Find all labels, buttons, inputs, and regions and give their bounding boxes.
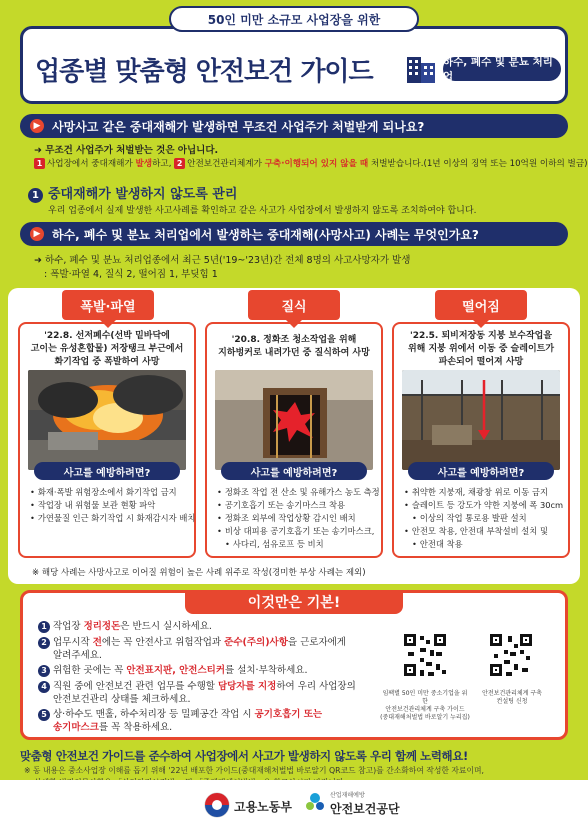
answer-conditions: 1 사업장에서 중대재해가 발생하고, 2 안전보건관리체계가 구축·이행되어 있지 않을 때 처벌받습니다.(1년 이상의 징역 또는 10억원 이하의 벌금): [34, 157, 587, 169]
title-box: [20, 26, 568, 104]
footer: [0, 780, 588, 833]
prevent-title: 사고를 예방하려면?: [408, 462, 554, 480]
arrow-icon: ➜: [34, 255, 45, 266]
question-2-text: 하수, 폐수 및 분뇨 처리업에서 발생하는 중대재해(사망사고) 사례는 무엇인가요?: [52, 227, 479, 242]
list-item: • 취약한 지붕재, 채광창 위로 이동 금지: [404, 486, 562, 499]
case-card-explosion: [18, 322, 196, 558]
prevention-list: [30, 486, 196, 525]
list-item: • 공기호흡기 또는 송기마스크 착용: [217, 499, 375, 512]
list-item: • 정화조 작업 전 산소 및 유해가스 농도 측정: [217, 486, 375, 499]
roof-photo: [402, 370, 560, 470]
case-tab-explosion: 폭발·파열: [62, 290, 154, 320]
qr-code-guide[interactable]: [402, 632, 448, 678]
list-item: • 안전대 착용: [404, 538, 562, 551]
manhole-photo: [215, 370, 373, 470]
case-tab-suffocation: 질식: [248, 290, 340, 320]
qr-code-consulting[interactable]: [488, 632, 534, 678]
building-icon: [405, 51, 439, 85]
ministry-emblem-icon: [204, 792, 230, 818]
header-pill: 50인 미만 소규모 사업장을 위한: [169, 6, 419, 32]
prevent-title: 사고를 예방하려면?: [221, 462, 367, 480]
industry-tag: 하수, 폐수 및 분뇨 처리업: [443, 57, 561, 81]
basic-item-3: 3 위험한 곳에는 꼭 안전표지판, 안전스티커를 설치·부착하세요.: [38, 664, 307, 677]
qr-caption-consulting: 안전보건관리체계 구축 컨설팅 신청: [482, 690, 542, 705]
list-item: • 사다리, 섬유로프 등 비치: [217, 538, 375, 551]
list-item: • 이상의 작업 통로용 발판 설치: [404, 512, 562, 525]
qr-caption-guide: 임팩별 50인 미만 중소기업을 위한 안전보건관리체계 구축 가이드 (중대재해처벌법 바로알기 누리집): [380, 690, 470, 721]
case-description: '22.8. 선저폐수(선박 밑바닥에 고이는 유성혼합물) 저장탱크 부근에서 화기작업 중 폭발하여 사망: [30, 331, 184, 367]
agency-name: 안전보건공단: [330, 802, 400, 816]
list-item: • 가연물질 인근 화기작업 시 화재감시자 배치: [30, 512, 188, 525]
prevent-title: 사고를 예방하려면?: [34, 462, 180, 480]
list-item: • 안전모 착용, 안전대 부착설비 설치 및: [404, 525, 562, 538]
agency-logo-icon: [304, 790, 326, 816]
question-1-text: 사망사고 같은 중대재해가 발생하면 무조건 사업주가 처벌받게 되나요?: [52, 119, 425, 134]
stats-line-1: ➜ 하수, 폐수 및 분뇨 처리업종에서 최근 5년('19~'23년)간 전체 8명의 사고사망자가 발생: [34, 255, 411, 266]
agency-small: 산업재해예방: [330, 792, 365, 799]
section-1-desc: 우리 업종에서 실제 발생한 사고사례를 확인하고 같은 사고가 사업장에서 발생하지 않도록 조치하여야 합니다.: [48, 206, 477, 216]
case-tab-falling: 떨어짐: [435, 290, 527, 320]
case-description: '20.8. 정화조 청소작업을 위해 지하벙커로 내려가던 중 질식하여 사망: [218, 335, 370, 358]
list-item: • 정화조 외부에 작업상황 감시인 배치: [217, 512, 375, 525]
explosion-photo: [28, 370, 186, 470]
arrow-icon: ➜: [34, 145, 46, 156]
basics-title: 이것만은 기본!: [185, 590, 403, 614]
prevention-list: [404, 486, 562, 551]
basic-item-2: 2 업무시작 전에는 꼭 안전사고 위험작업과 준수(주의)사항을 근로자에게 알려주세요.: [38, 636, 346, 662]
basic-item-5: 5 상·하수도 맨홀, 하수처리장 등 밀폐공간 작업 시 공기호흡기 또는 송기마스크를 꼭 착용하세요.: [38, 708, 322, 734]
answer-lead: ➜ 무조건 사업주가 처벌받는 것은 아닙니다.: [34, 145, 219, 156]
footnote-1: ※ 동 내용은 중소사업장 이해를 돕기 위해 '22년 배포한 가이드(중대재해처벌법 바로알기 QR코드 참고)를 간소화하여 작성한 자료이며,: [24, 766, 485, 775]
section-1-heading: 1 중대재해가 발생하지 않도록 관리: [28, 183, 237, 203]
question-bar-2: [20, 222, 568, 246]
case-card-suffocation: [205, 322, 383, 558]
basic-item-1: 1 작업장 정리정돈은 반드시 실시하세요.: [38, 620, 212, 633]
arrow-icon: ▶: [30, 119, 44, 133]
case-card-falling: [392, 322, 570, 558]
list-item: • 화재·폭발 위험장소에서 화기작업 금지: [30, 486, 188, 499]
prevention-list: [217, 486, 380, 551]
page-title: 업종별 맞춤형 안전보건 가이드: [35, 57, 373, 87]
list-item: • 작업장 내 위험물 보관 현황 파악: [30, 499, 188, 512]
arrow-icon: ▶: [30, 227, 44, 241]
stats-line-2: : 폭발·파열 4, 질식 2, 떨어짐 1, 부딪힘 1: [44, 269, 218, 280]
list-item: • 슬레이트 등 강도가 약한 지붕에 폭 30cm: [404, 499, 562, 512]
list-item: • 비상 대피용 공기호흡기 또는 송기마스크,: [217, 525, 375, 538]
ministry-name: 고용노동부: [234, 800, 292, 814]
cases-note: ※ 해당 사례는 사망사고로 이어질 위험이 높은 사례 위주로 작성(경미한 부상 사례는 제외): [32, 568, 366, 578]
case-description: '22.5. 퇴비저장동 지붕 보수작업을 위해 지붕 위에서 이동 중 슬레이트가 파손되어 떨어져 사망: [407, 331, 555, 367]
basic-item-4: 4 직원 중에 안전보건 관련 업무를 수행할 담당자를 지정하여 우리 사업장의 안전보건관리 상태를 체크하세요.: [38, 680, 356, 706]
closing-message: 맞춤형 안전보건 가이드를 준수하여 사업장에서 사고가 발생하지 않도록 우리 함께 노력해요!: [20, 749, 468, 763]
question-bar-1: [20, 114, 568, 138]
